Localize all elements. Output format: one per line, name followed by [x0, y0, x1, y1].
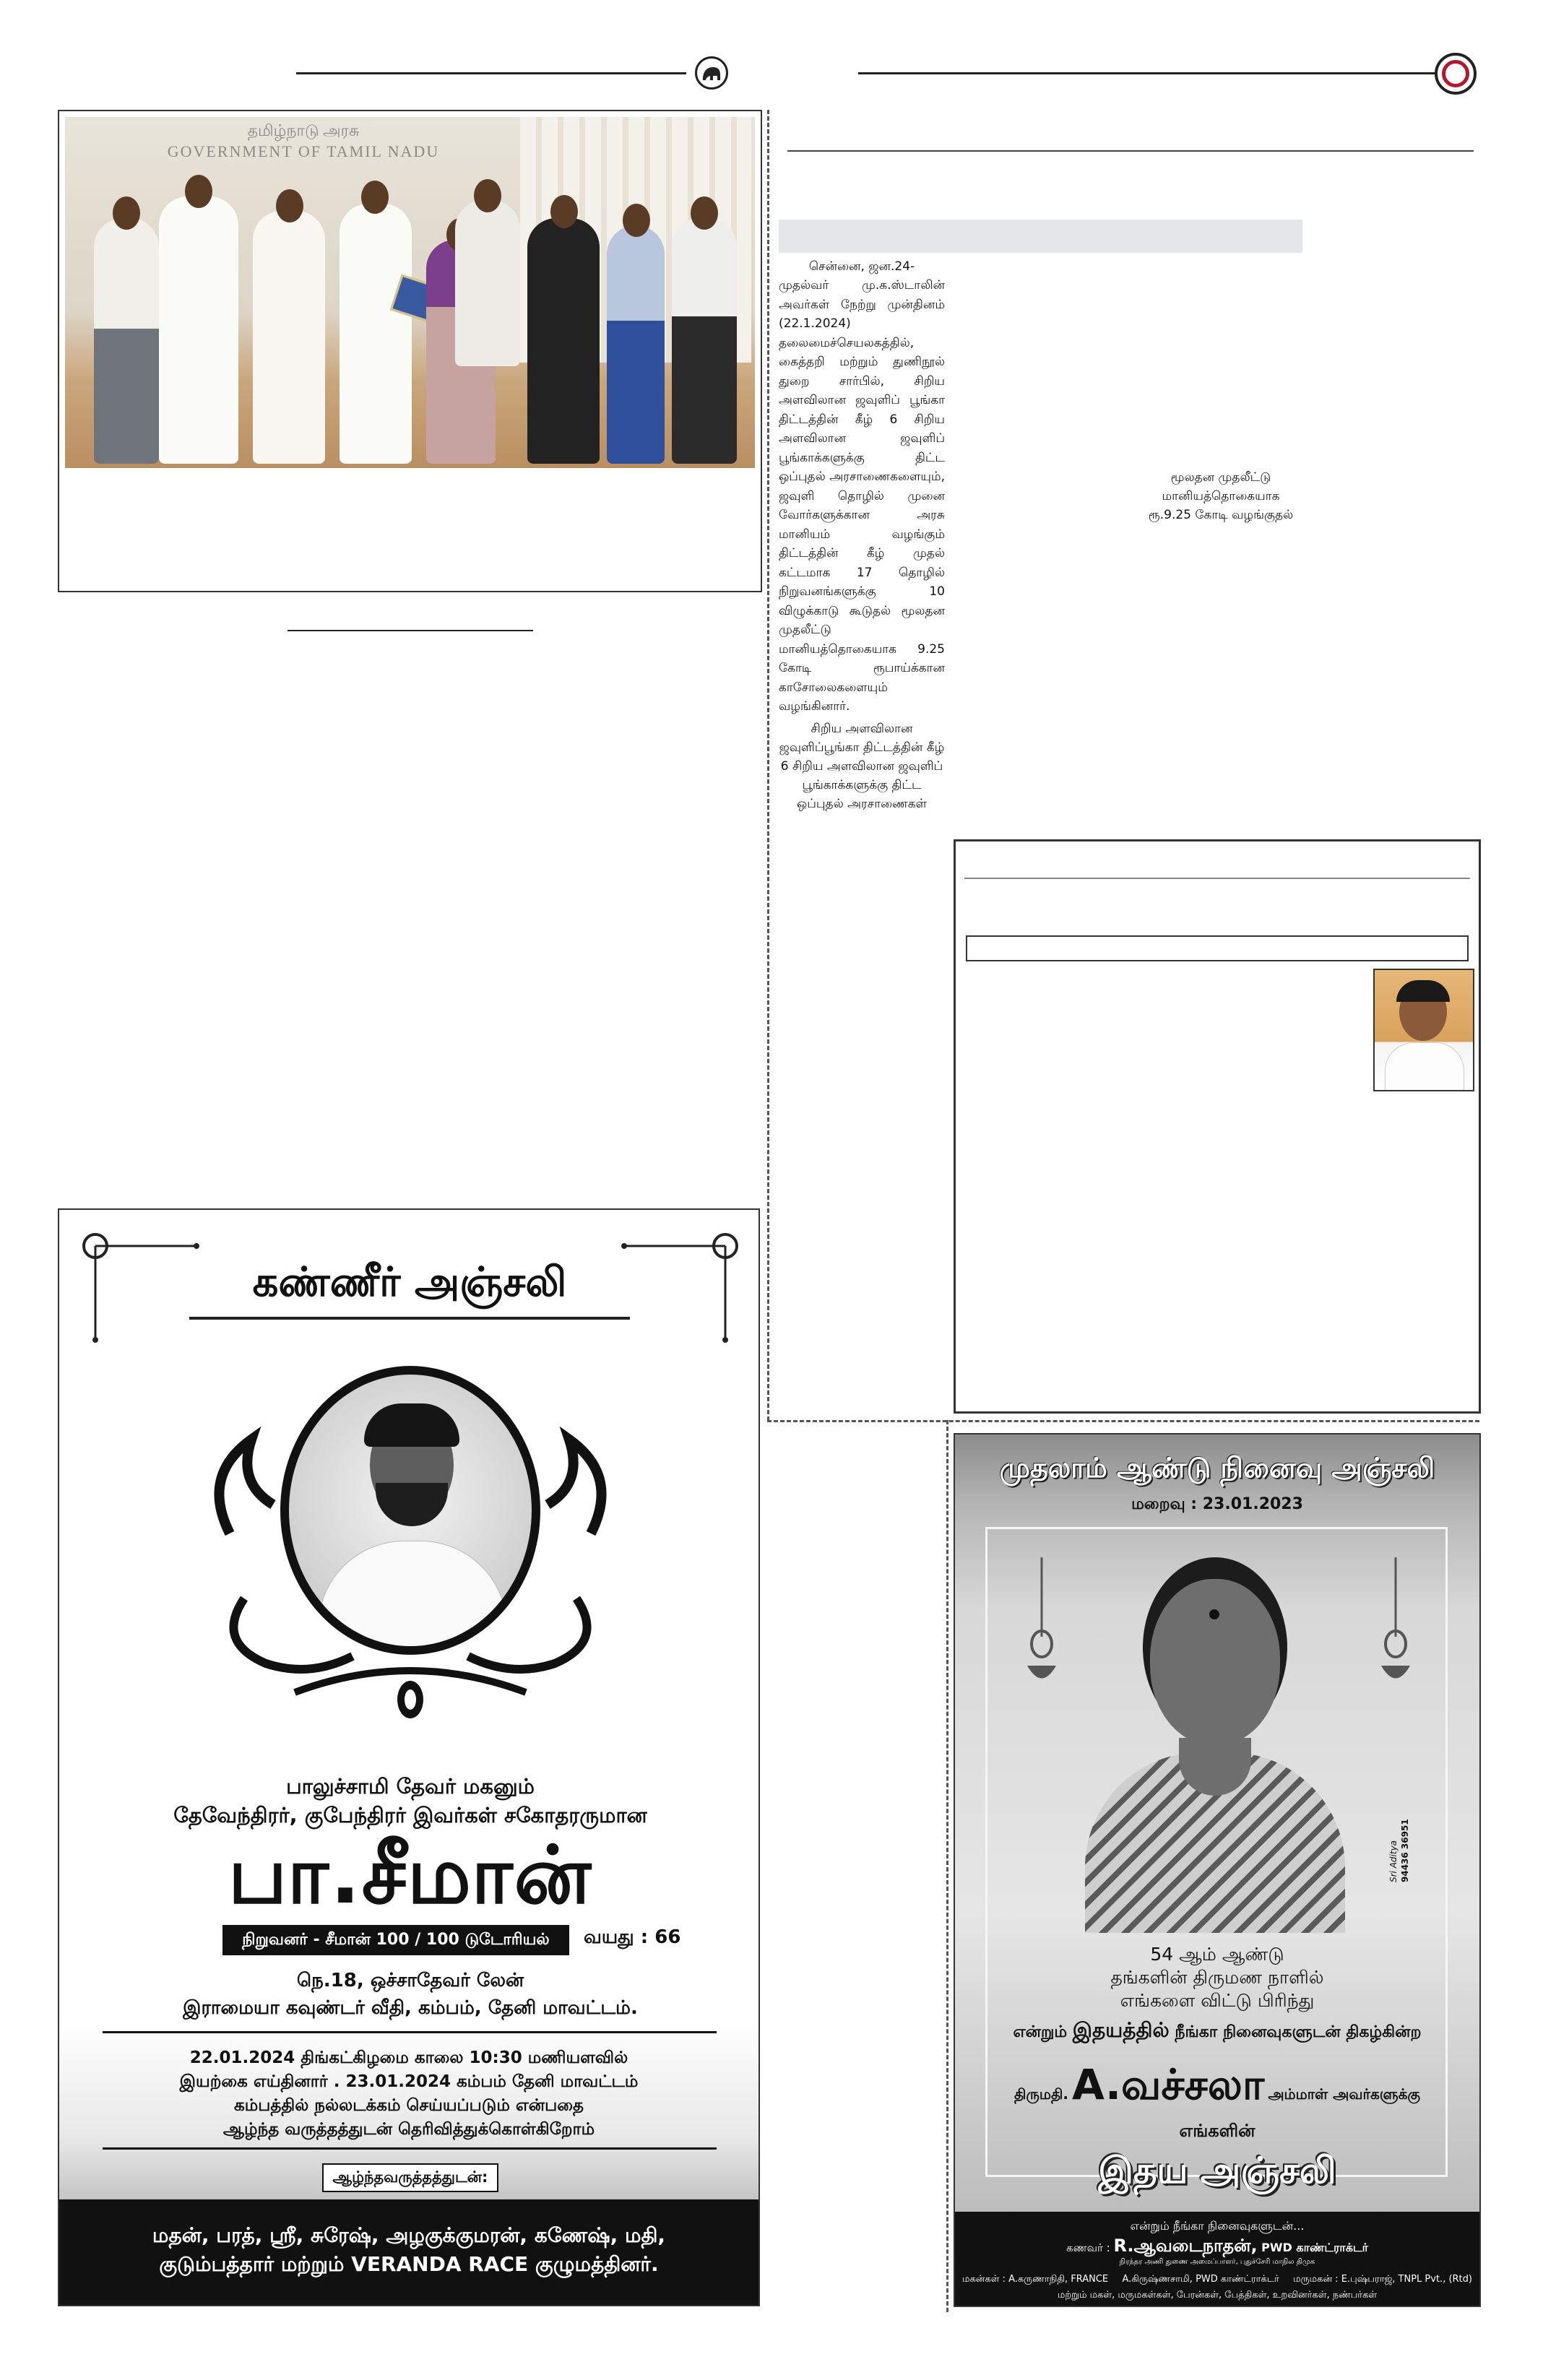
person-8-head	[623, 204, 650, 237]
footer-line-4	[955, 2274, 1479, 2285]
memorial-ours: எங்களின்	[1179, 2121, 1255, 2141]
article-rule	[787, 150, 1474, 152]
article-body	[779, 257, 945, 813]
age-text: வயது : 66	[584, 1926, 681, 1948]
family-line-2: குடும்பத்தார் மற்றும் VERANDA RACE குழுமத்தினர்.	[159, 2252, 659, 2276]
photographer-name: Sri Aditya	[1388, 1840, 1399, 1882]
title-prefix: திருமதி.	[1013, 2085, 1068, 2103]
death-message-line-1: 22.01.2024 திங்கட்கிழமை காலை 10:30 மணியளவில்	[189, 2048, 628, 2067]
person-6	[455, 200, 520, 366]
person-4	[340, 204, 412, 464]
obituary-intro	[103, 1772, 718, 1830]
hanging-lamp-right-icon	[1374, 1557, 1417, 1702]
footer-line-4-a: மகன்கள் : A.கருணாநிதி, FRANCE	[962, 2274, 1109, 2285]
section-divider	[767, 1420, 1479, 1422]
sign-line-tamil: தமிழ்நாடு அரசு	[247, 121, 360, 139]
red-circle-icon	[1435, 53, 1477, 95]
death-message	[88, 2046, 730, 2142]
hanging-lamp-left-icon	[1020, 1557, 1063, 1702]
grief-label-text: ஆழ்ந்தவருத்தத்துடன்:	[332, 2168, 488, 2186]
obituary-ad-left	[58, 1208, 760, 2306]
footer-line-3: நிரந்தர அணி துணை அமைப்பாளர், புதுச்சேரி மாநில திமுக	[1119, 2258, 1315, 2266]
memorial-line-4-c: நீங்கா நினைவுகளுடன் திகழ்கின்ற	[1169, 2023, 1422, 2041]
heading-underline	[189, 1317, 630, 1320]
headline-band	[779, 220, 1302, 253]
memorial-tribute: இதய அஞ்சலி	[1098, 2150, 1336, 2191]
memorial-line-3: எங்களை விட்டு பிரிந்து	[1120, 1990, 1315, 2011]
memorial-photo	[1071, 1543, 1360, 1933]
person-3-head	[276, 189, 303, 222]
person-9-head	[691, 196, 718, 230]
footer-line-1: என்றும் நீங்கா நினைவுகளுடன்...	[1130, 2219, 1305, 2233]
column-divider	[767, 110, 769, 1421]
memorial-line-4	[955, 2018, 1479, 2045]
pullquote	[1112, 468, 1329, 524]
title-suffix: அம்மாள் அவர்களுக்கு	[1268, 2085, 1421, 2103]
footer-line-4-c: மருமகன் : E.புஷ்பராஜ், TNPL Pvt., (Rtd)	[1293, 2274, 1472, 2285]
deceased-name	[103, 1828, 718, 1922]
header-rule-right	[858, 72, 1436, 74]
person-8	[607, 225, 665, 464]
death-message-line-4: ஆழ்ந்த வருத்தத்துடன் தெரிவித்துக்கொள்கிறோம்	[222, 2120, 595, 2139]
memorial-ad-right	[954, 1433, 1481, 2307]
obituary-heading	[189, 1259, 630, 1311]
sign-line-english: GOVERNMENT OF TAMIL NADU	[167, 142, 440, 160]
family-footer	[59, 2199, 758, 2305]
grief-label-box	[322, 2163, 498, 2192]
news-photo	[65, 117, 755, 468]
photo-box	[58, 110, 762, 592]
footer-line-2-c: PWD காண்ட்ராக்டர்	[1257, 2241, 1369, 2254]
photo-underline	[288, 630, 533, 631]
person-3	[253, 211, 325, 464]
message-rule-bottom	[103, 2147, 717, 2150]
person-2	[159, 196, 238, 464]
portrait-photo	[1373, 969, 1474, 1091]
memorial-footer	[955, 2212, 1479, 2306]
role-text: நிறுவனர் - சீமான் 100 / 100 டுடோரியல்	[242, 1931, 550, 1949]
boxed-item-rule	[964, 878, 1470, 879]
memorial-date: மறைவு : 23.01.2023	[1131, 1495, 1303, 1513]
address	[103, 1967, 718, 2022]
memorial-line-2: தங்களின் திருமண நாளில்	[1110, 1967, 1324, 1988]
column-divider-lower	[946, 1420, 948, 2312]
pullquote-line-1: மூலதன முதலீட்டு	[1170, 470, 1271, 485]
person-1-head	[113, 196, 140, 230]
article-body-text: முதல்வர் மு.க.ஸ்டாலின் அவர்கள் நேற்று முன்தினம் (22.1.2024) தலைமைச்செயலகத்தில், கைத்தறி மற்றும் துணிநூல் துறை சார்பில், சிறிய அளவிலான ஜவுளிப் பூங்கா திட்டத்தின் கீழ் 6 சிறிய அளவிலான ஜவுளிப் பூங்காக்களுக்கு திட்ட ஒப்புதல் அரசாணைகளையும், ஜவுளி தொழில் முனை வோர்களுக்கான அரசு மானியம் வழங்கும் திட்டத்தின் கீழ் முதல் கட்டமாக 17 தொழில் நிறுவனங்களுக்கு 10 விழுக்காடு கூடுதல் மூலதன முதலீட்டு மானியத்தொகையாக 9.25 கோடி ரூபாய்க்கான காசோலைகளையும் வழங்கினார்.	[779, 278, 945, 714]
family-line-1: மதன், பரத், ஸ்ரீ, சுரேஷ், அழகுக்குமரன், கணேஷ், மதி,	[152, 2223, 666, 2247]
person-9	[672, 218, 737, 464]
boxed-item-headline-frame	[966, 935, 1469, 961]
ornament-top-left-icon	[74, 1224, 204, 1347]
death-message-line-2: இயற்கை எய்தினார் . 23.01.2024 கம்பம் தேனி மாவட்டம்	[179, 2072, 639, 2091]
person-4-head	[361, 181, 389, 214]
article-dateline: சென்னை, ஜன.24-	[808, 259, 915, 274]
footer-line-2-b: R.ஆவடைநாதன்,	[1113, 2236, 1258, 2256]
footer-line-2-a: கணவர் :	[1066, 2241, 1114, 2254]
role-bar	[222, 1925, 569, 1955]
person-6-head	[474, 179, 501, 212]
elephant-emblem-icon	[695, 56, 728, 90]
memorial-name: A.வச்சலா	[1072, 2060, 1265, 2109]
death-message-line-3: கம்பத்தில் நல்லடக்கம் செய்யப்படும் என்பதை	[234, 2096, 584, 2115]
memorial-line-1: 54 ஆம் ஆண்டு	[1150, 1944, 1284, 1965]
photo-sign	[130, 121, 477, 161]
pullquote-line-2: மானியத்தொகையாக	[1162, 489, 1280, 503]
message-rule-top	[103, 2031, 717, 2033]
person-1	[94, 218, 159, 464]
deceased-photo	[280, 1366, 540, 1655]
article-subhead: சிறிய அளவிலான ஜவுளிப்பூங்கா திட்டத்தின் கீழ் 6 சிறிய அளவிலான ஜவுளிப் பூங்காக்களுக்கு திட்ட ஒப்புதல் அரசாணைகள்	[779, 721, 945, 811]
obituary-intro-line-1: பாலுச்சாமி தேவர் மகனும்	[286, 1774, 535, 1799]
memorial-heading: முதலாம் ஆண்டு நினைவு அஞ்சலி	[999, 1452, 1435, 1484]
address-line-2: இராமையா கவுண்டர் வீதி, கம்பம், தேனி மாவட்டம்.	[183, 1997, 638, 2019]
obituary-intro-line-2: தேவேந்திரர், குபேந்திரர் இவர்கள் சகோதரருமான	[173, 1803, 647, 1827]
boxed-item	[954, 839, 1481, 1414]
deceased-name-text: பா.சீமான்	[228, 1829, 593, 1921]
ornament-top-right-icon	[617, 1224, 747, 1347]
header-rule-left	[296, 72, 686, 74]
memorial-line-4-b: இதயத்தில்	[1072, 2018, 1170, 2042]
memorial-line-4-a: என்றும்	[1013, 2023, 1073, 2041]
photographer-phone: 94436 36951	[1400, 1819, 1410, 1882]
footer-line-5: மற்றும் மகள், மருமகள்கள், பேரன்கள், பேத்திகள், உறவினர்கள், நண்பர்கள்	[1057, 2290, 1378, 2301]
portrait-frame	[186, 1360, 634, 1721]
address-line-1: நெ.18, ஒச்சாதேவர் லேன்	[296, 1970, 524, 1991]
footer-line-4-b: A.கிருஷ்ணசாமி, PWD காண்ட்ராக்டர்	[1122, 2274, 1279, 2285]
person-2-head	[185, 175, 212, 208]
pullquote-line-3: ரூ.9.25 கோடி வழங்குதல்	[1148, 508, 1294, 522]
memorial-name-row	[955, 2060, 1479, 2115]
person-7-head	[550, 195, 578, 228]
obituary-heading-text: கண்ணீர் அஞ்சலி	[252, 1259, 567, 1306]
memorial-lines	[955, 1943, 1479, 2012]
person-7	[527, 218, 600, 464]
